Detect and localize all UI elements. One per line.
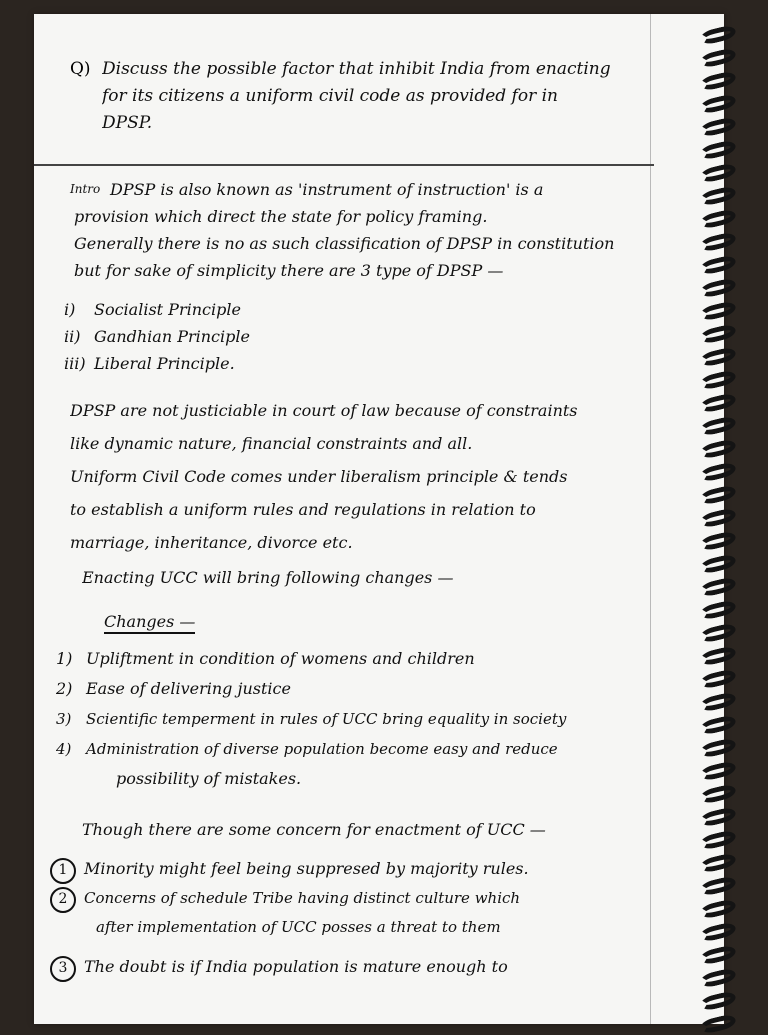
changes-heading [84, 608, 644, 635]
change-text: Ease of delivering justice [86, 679, 291, 698]
spiral-coil [699, 208, 737, 230]
spiral-coil [699, 783, 737, 805]
concern-item [50, 884, 650, 913]
spiral-coil [699, 438, 737, 460]
spiral-coil [699, 93, 737, 115]
spiral-coil [699, 622, 737, 644]
spiral-coil [699, 392, 737, 414]
intro-line: provision which direct the state for policy framing. [74, 207, 488, 226]
spiral-coil [699, 829, 737, 851]
notebook-page [34, 14, 724, 1024]
enacting-text: Enacting UCC will bring following changes — [82, 568, 454, 587]
spiral-coil [699, 507, 737, 529]
body-line: DPSP are not justiciable in court of law because of constraints [70, 401, 578, 420]
question-line: for its citizens a uniform civil code as provided for in [102, 86, 558, 106]
spiral-coil [699, 645, 737, 667]
principle-marker: ii) [64, 327, 81, 346]
changes-list [56, 644, 651, 794]
principles-list [64, 296, 624, 377]
change-item [56, 704, 651, 734]
spiral-coil [699, 116, 737, 138]
concern-item [50, 952, 650, 982]
spiral-coil [699, 139, 737, 161]
question-line: Discuss the possible factor that inhibit India from enacting [102, 59, 611, 79]
spiral-coil [699, 944, 737, 966]
change-marker: 1) [56, 649, 73, 668]
question-divider [34, 164, 654, 166]
concern-continuation: after implementation of UCC posses a threat to them [96, 918, 501, 936]
spiral-coil [699, 691, 737, 713]
changes-heading-text: Changes — [104, 612, 195, 634]
spiral-coil [699, 967, 737, 989]
change-item [56, 674, 651, 704]
principle-item [64, 350, 624, 377]
enacting-line [82, 564, 642, 591]
intro-line: DPSP is also known as 'instrument of instruction' is a [110, 180, 544, 199]
change-text: Scientific temperment in rules of UCC bring equality in society [86, 710, 567, 728]
concerns-list [50, 854, 650, 982]
concern-item [50, 854, 650, 884]
spiral-coil [699, 369, 737, 391]
principle-text: Liberal Principle. [94, 354, 235, 373]
change-text: Administration of diverse population become easy and reduce [86, 740, 558, 758]
spiral-coil [699, 70, 737, 92]
change-marker: 3) [56, 710, 72, 728]
change-item [56, 734, 651, 764]
spiral-coil [699, 461, 737, 483]
spiral-coil [699, 990, 737, 1012]
change-item [56, 764, 651, 794]
principle-text: Socialist Principle [94, 300, 241, 319]
spiral-coil [699, 231, 737, 253]
intro-line: but for sake of simplicity there are 3 type of DPSP — [74, 261, 504, 280]
spiral-coil [699, 162, 737, 184]
spiral-coil [699, 277, 737, 299]
spiral-coil [699, 346, 737, 368]
concern-text: The doubt is if India population is mature enough to [84, 957, 508, 976]
concern-number: 3 [50, 956, 76, 982]
spiral-coil [699, 553, 737, 575]
intro-text [74, 176, 649, 284]
spiral-coil [699, 415, 737, 437]
spiral-coil [699, 875, 737, 897]
spiral-coil [699, 530, 737, 552]
concern-intro-text: Though there are some concern for enactment of UCC — [82, 820, 546, 839]
body-line: marriage, inheritance, divorce etc. [70, 533, 353, 552]
spiral-coil [699, 921, 737, 943]
spiral-coil [699, 668, 737, 690]
change-text: possibility of mistakes. [116, 769, 302, 788]
change-text: Upliftment in condition of womens and children [86, 649, 475, 668]
spiral-coil [699, 737, 737, 759]
change-item [56, 644, 651, 674]
intro-line: Generally there is no as such classification of DPSP in constitution [74, 234, 615, 253]
concern-number: 1 [50, 858, 76, 884]
principle-item [64, 323, 624, 350]
change-marker: 2) [56, 679, 73, 698]
body-line: like dynamic nature, financial constraints and all. [70, 434, 473, 453]
spiral-coil [699, 898, 737, 920]
spiral-coil [699, 760, 737, 782]
principle-text: Gandhian Principle [94, 327, 250, 346]
spiral-coil [699, 300, 737, 322]
concern-text: Minority might feel being suppresed by majority rules. [84, 859, 529, 878]
question-marker: Q) [70, 59, 91, 79]
concern-text: Concerns of schedule Tribe having distinct culture which [84, 889, 521, 907]
change-marker: 4) [56, 740, 72, 758]
body-line: to establish a uniform rules and regulations in relation to [70, 500, 536, 519]
spiral-coil [699, 323, 737, 345]
spiral-binding [700, 28, 740, 1024]
spiral-coil [699, 47, 737, 69]
spiral-coil [699, 714, 737, 736]
spiral-coil [699, 599, 737, 621]
spiral-coil [699, 852, 737, 874]
principle-marker: iii) [64, 354, 86, 373]
body-line: Uniform Civil Code comes under liberalism principle & tends [70, 467, 568, 486]
principle-item [64, 296, 624, 323]
question-line: DPSP. [102, 113, 153, 133]
intro-mark: Intro [70, 182, 101, 196]
spiral-coil [699, 24, 737, 46]
body-text [70, 394, 650, 559]
spiral-coil [699, 254, 737, 276]
concern-number: 2 [50, 887, 76, 913]
question-text [102, 56, 662, 137]
principle-marker: i) [64, 300, 76, 319]
spiral-coil [699, 806, 737, 828]
spiral-coil [699, 185, 737, 207]
spiral-coil [699, 576, 737, 598]
spiral-coil [699, 484, 737, 506]
concern-line [82, 816, 642, 843]
